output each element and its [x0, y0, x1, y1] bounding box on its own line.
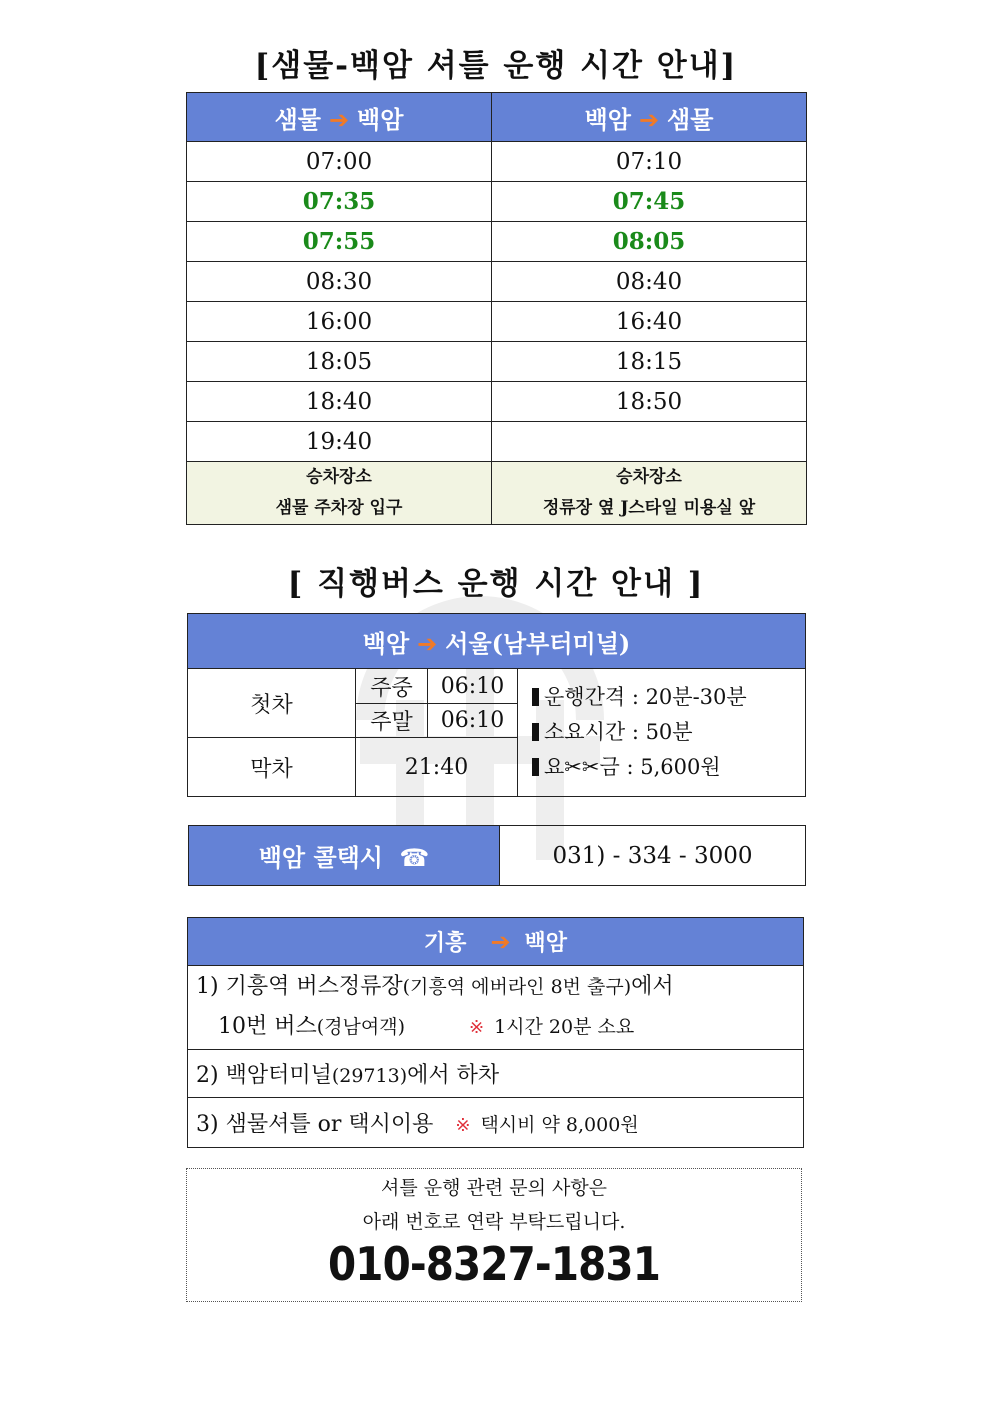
departure-time-saemmul: 18:40	[187, 382, 492, 422]
table-row	[187, 422, 807, 462]
step-detail: (기흥역 에버라인 8번 출구)	[402, 976, 632, 998]
step-detail: (경남여객)	[316, 1016, 405, 1038]
arrow-right-icon: ➔	[490, 928, 511, 956]
departure-time-saemmul: 08:30	[187, 262, 492, 302]
weekday-label: 주중	[356, 669, 428, 704]
bullet-icon	[532, 723, 539, 741]
note-mark-icon: ※	[469, 1017, 485, 1038]
scissors-icon: ✂✂	[564, 755, 600, 779]
boarding-place-left	[187, 462, 492, 525]
duration-info	[532, 715, 805, 750]
origin-label: 기흥	[423, 930, 467, 956]
taxi-label: 백암 콜택시	[258, 843, 383, 872]
route-header	[188, 918, 804, 966]
arrow-right-icon: ➔	[417, 629, 438, 658]
express-info	[518, 669, 806, 797]
interval-info	[532, 680, 805, 715]
departure-time-baegam: 08:40	[492, 262, 807, 302]
last-bus-label: 막차	[188, 738, 356, 797]
table-row	[187, 222, 807, 262]
step-note: 1시간 20분 소요	[494, 1016, 635, 1038]
destination-label: 백암	[524, 930, 568, 956]
weekday-time: 06:10	[428, 669, 518, 704]
bullet-icon	[532, 688, 539, 706]
table-row	[187, 142, 807, 182]
last-bus-time: 21:40	[356, 738, 518, 797]
step-text: 에서	[631, 974, 674, 999]
interval-text: 운행간격 : 20분-30분	[544, 685, 747, 709]
departure-time-saemmul: 07:00	[187, 142, 492, 182]
express-header	[188, 614, 806, 669]
boarding-label: 승차장소	[616, 467, 682, 487]
first-bus-label: 첫차	[188, 669, 356, 738]
origin-label: 백암	[362, 628, 410, 658]
origin-label: 백암	[584, 104, 631, 134]
step-text: 10번 버스	[218, 1014, 317, 1039]
arrow-right-icon: ➔	[328, 105, 350, 134]
table-row	[187, 262, 807, 302]
bullet-icon	[532, 758, 539, 776]
route-step-1	[188, 966, 804, 1050]
departure-time-saemmul: 16:00	[187, 302, 492, 342]
step-1-line-2	[196, 1007, 803, 1048]
contact-box	[186, 1168, 802, 1302]
departure-time-baegam: 18:50	[492, 382, 807, 422]
phone-icon: ☎	[399, 844, 430, 872]
step-text: 2) 백암터미널	[196, 1063, 332, 1088]
express-table	[187, 613, 806, 797]
express-title: [ 직행버스 운행 시간 안내 ]	[287, 566, 705, 602]
route-table	[187, 917, 804, 1148]
origin-label: 샘물	[274, 104, 321, 134]
boarding-place-right	[492, 462, 807, 525]
table-row	[187, 342, 807, 382]
duration-text: 소요시간 : 50분	[544, 720, 693, 744]
destination-label: 서울(남부터미널)	[445, 628, 631, 658]
arrow-right-icon: ➔	[638, 105, 660, 134]
step-1-line-1	[196, 967, 803, 1007]
route-step-2	[188, 1050, 804, 1098]
departure-time-saemmul: 07:35	[187, 182, 492, 222]
destination-label: 샘물	[667, 104, 714, 134]
shuttle-table	[186, 92, 807, 525]
fare-info	[532, 750, 805, 785]
taxi-number[interactable]: 031) - 334 - 3000	[500, 826, 806, 886]
departure-time-baegam: 16:40	[492, 302, 807, 342]
note-mark-icon: ※	[455, 1115, 471, 1136]
taxi-label-cell	[189, 826, 500, 886]
fare-prefix: 요	[544, 755, 565, 779]
table-row	[187, 302, 807, 342]
departure-time-saemmul: 19:40	[187, 422, 492, 462]
shuttle-header-left	[187, 93, 492, 142]
step-text: 1) 기흥역 버스정류장	[196, 974, 403, 999]
step-detail: (29713)	[331, 1065, 408, 1087]
departure-time-baegam: 08:05	[492, 222, 807, 262]
fare-text: 금 : 5,600원	[599, 755, 721, 779]
boarding-place: 정류장 옆 J스타일 미용실 앞	[542, 498, 756, 518]
contact-line-2: 아래 번호로 연락 부탁드립니다.	[362, 1211, 626, 1233]
step-text: 에서 하차	[407, 1063, 500, 1088]
contact-line-1: 셔틀 운행 관련 문의 사항은	[380, 1177, 608, 1199]
departure-time-saemmul: 07:55	[187, 222, 492, 262]
weekend-time: 06:10	[428, 704, 518, 738]
taxi-table	[188, 825, 806, 886]
contact-phone[interactable]: 010-8327-1831	[327, 1237, 660, 1291]
table-row	[187, 382, 807, 422]
boarding-label: 승차장소	[306, 467, 372, 487]
departure-time-baegam: 07:10	[492, 142, 807, 182]
departure-time-saemmul: 18:05	[187, 342, 492, 382]
destination-label: 백암	[357, 104, 404, 134]
departure-time-baegam: 18:15	[492, 342, 807, 382]
route-step-3	[188, 1098, 804, 1148]
departure-time-baegam	[492, 422, 807, 462]
step-note: 택시비 약 8,000원	[480, 1114, 639, 1136]
shuttle-header-right	[492, 93, 807, 142]
departure-time-baegam: 07:45	[492, 182, 807, 222]
step-text: 3) 샘물셔틀 or 택시이용	[196, 1112, 434, 1137]
table-row	[187, 182, 807, 222]
shuttle-title: [샘물-백암 셔틀 운행 시간 안내]	[254, 48, 738, 84]
weekend-label: 주말	[356, 704, 428, 738]
boarding-place: 샘물 주차장 입구	[275, 498, 403, 518]
